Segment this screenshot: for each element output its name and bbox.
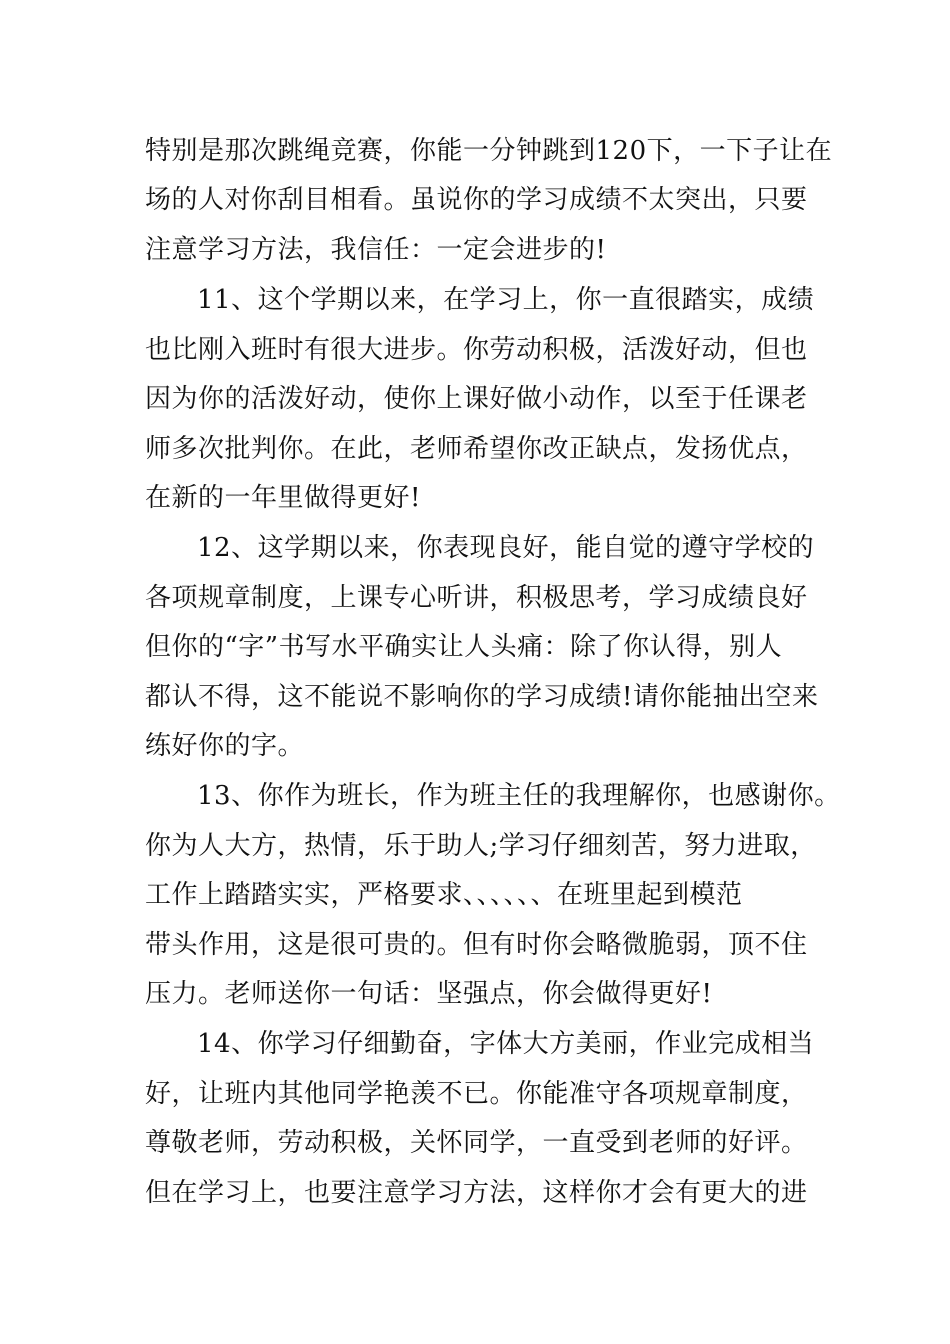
text-line: 都认不得，这不能说不影响你的学习成绩!请你能抽出空来: [145, 682, 819, 712]
text-line: 但在学习上，也要注意学习方法，这样你才会有更大的进: [145, 1178, 808, 1208]
text-line: 压力。老师送你一句话：坚强点，你会做得更好!: [145, 979, 713, 1009]
text-line: 各项规章制度，上课专心听讲，积极思考，学习成绩良好: [145, 583, 808, 613]
text-line: 师多次批判你。在此，老师希望你改正缺点，发扬优点，: [145, 434, 808, 464]
text-line: 特别是那次跳绳竞赛，你能一分钟跳到120下，一下子让在: [145, 136, 833, 166]
paragraph-12-first-line: 12、这学期以来，你表现良好，能自觉的遵守学校的: [197, 533, 815, 563]
text-line: 场的人对你刮目相看。虽说你的学习成绩不太突出，只要: [145, 185, 808, 215]
text-line: 但你的“字”书写水平确实让人头痛：除了你认得，别人: [145, 632, 783, 662]
text-line: 尊敬老师，劳动积极，关怀同学，一直受到老师的好评。: [145, 1128, 808, 1158]
text-line: 练好你的字。: [145, 731, 305, 761]
paragraph-13-first-line: 13、你作为班长，作为班主任的我理解你，也感谢你。: [197, 781, 841, 811]
text-line: 因为你的活泼好动，使你上课好做小动作，以至于任课老: [145, 384, 808, 414]
paragraph-11-first-line: 11、这个学期以来，在学习上，你一直很踏实，成绩: [197, 285, 815, 315]
text-line: 好，让班内其他同学艳羡不已。你能准守各项规章制度，: [145, 1079, 808, 1109]
text-line: 带头作用，这是很可贵的。但有时你会略微脆弱，顶不住: [145, 930, 808, 960]
text-line: 也比刚入班时有很大进步。你劳动积极，活泼好动，但也: [145, 335, 808, 365]
text-line: 在新的一年里做得更好!: [145, 483, 421, 513]
text-line: 工作上踏踏实实，严格要求、、、、、、在班里起到模范: [145, 880, 743, 910]
text-line: 你为人大方，热情，乐于助人;学习仔细刻苦，努力进取，: [145, 831, 817, 861]
text-line: 注意学习方法，我信任：一定会进步的!: [145, 235, 607, 265]
paragraph-14-first-line: 14、你学习仔细勤奋，字体大方美丽，作业完成相当: [197, 1029, 815, 1059]
